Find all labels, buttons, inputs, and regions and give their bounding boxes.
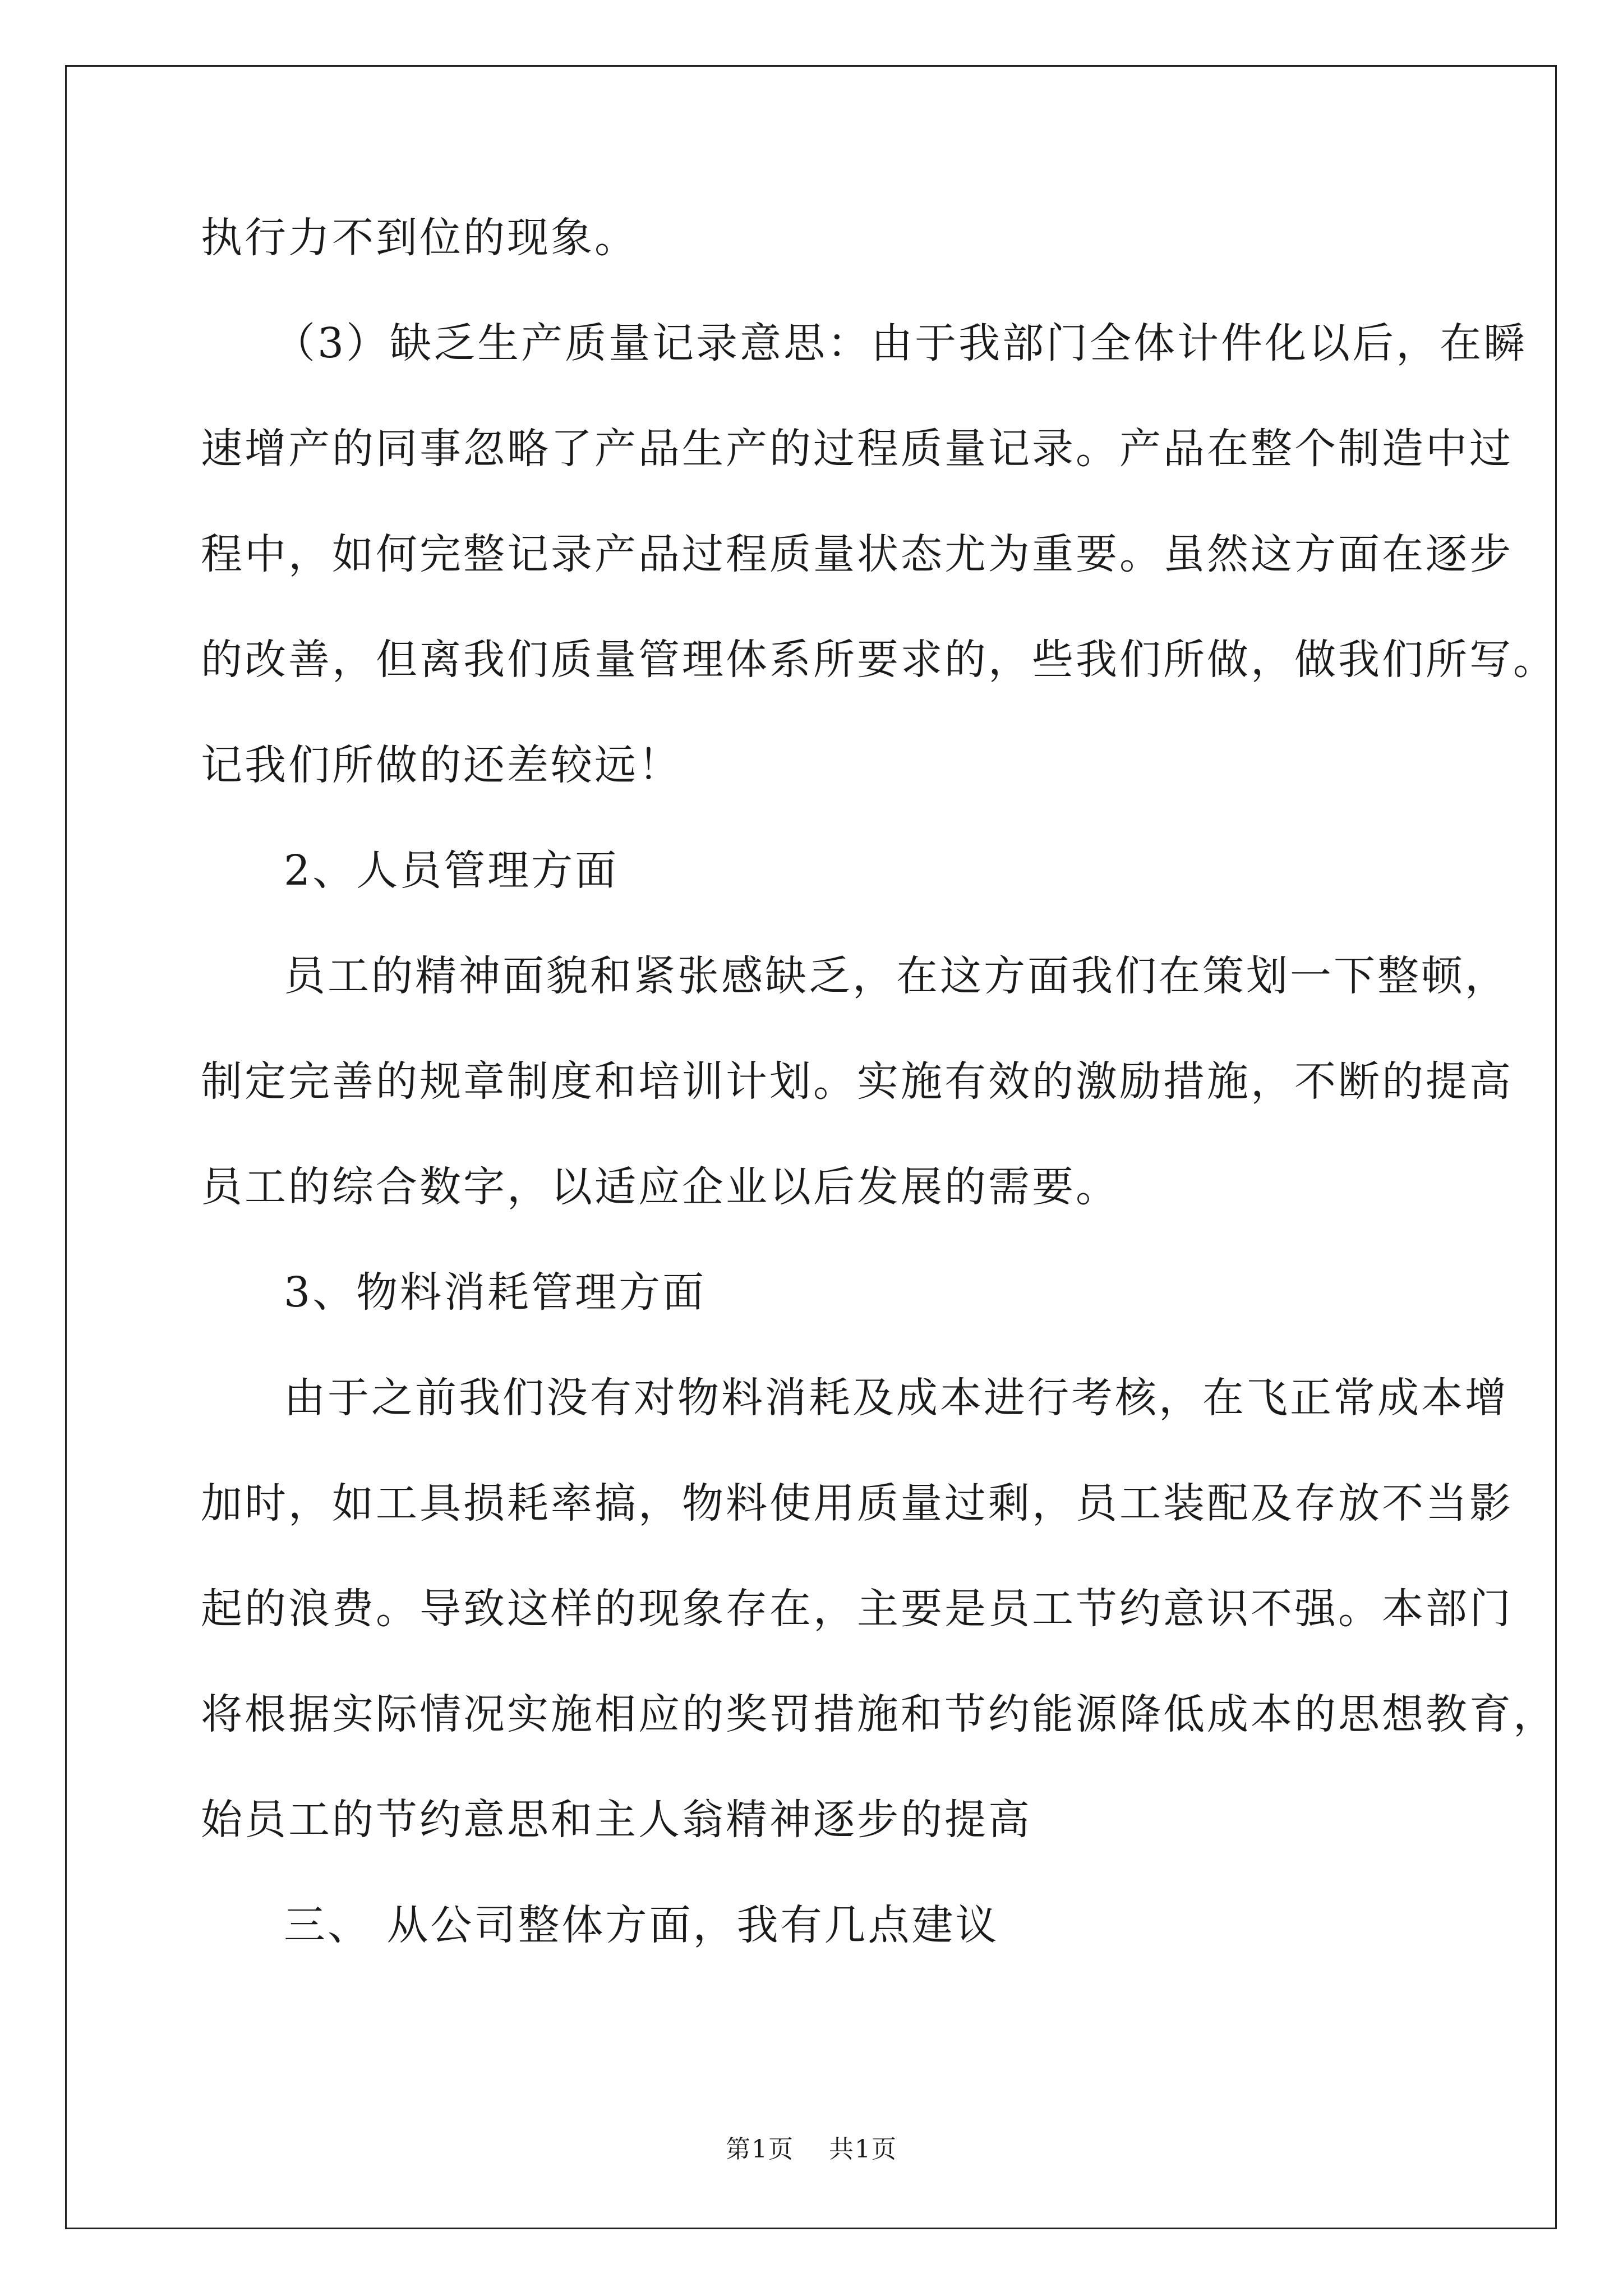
text-line: 员工的综合数字，以适应企业以后发展的需要。 <box>201 1163 1119 1211</box>
section-heading: 2、人员管理方面 <box>284 846 619 895</box>
document-body <box>201 185 1557 1978</box>
text-line: 速增产的同事忽略了产品生产的过程质量记录。产品在整个制造中过 <box>201 425 1513 473</box>
text-line: 的改善，但离我们质量管理体系所要求的，些我们所做，做我们所写。 <box>201 636 1557 684</box>
text-line: 始员工的节约意思和主人翁精神逐步的提高 <box>201 1796 1032 1844</box>
text-line: 员工的精神面貌和紧张感缺乏，在这方面我们在策划一下整顿， <box>284 952 1509 1000</box>
text-line: 由于之前我们没有对物料消耗及成本进行考核，在飞正常成本增 <box>284 1374 1509 1422</box>
text-line: 程中，如何完整记录产品过程质量状态尤为重要。虽然这方面在逐步 <box>201 530 1513 578</box>
text-line: 制定完善的规章制度和培训计划。实施有效的激励措施，不断的提高 <box>201 1057 1513 1106</box>
text-line: 起的浪费。导致这样的现象存在，主要是员工节约意识不强。本部门 <box>201 1585 1513 1633</box>
text-line: 将根据实际情况实施相应的奖罚措施和节约能源降低成本的思想教育， <box>201 1690 1557 1738</box>
text-line: （3）缺乏生产质量记录意思：由于我部门全体计件化以后，在瞬 <box>274 319 1528 367</box>
section-heading: 3、物料消耗管理方面 <box>284 1268 707 1317</box>
text-line: 加时，如工具损耗率搞，物料使用质量过剩，员工装配及存放不当影 <box>201 1479 1513 1527</box>
text-line: 记我们所做的还差较远！ <box>201 741 682 789</box>
section-heading: 三、 从公司整体方面，我有几点建议 <box>284 1901 999 1949</box>
text-line: 执行力不到位的现象。 <box>201 214 638 262</box>
page-footer <box>0 2129 1623 2165</box>
page-total: 共1页 <box>829 2135 897 2164</box>
page-number: 第1页 <box>726 2135 794 2164</box>
